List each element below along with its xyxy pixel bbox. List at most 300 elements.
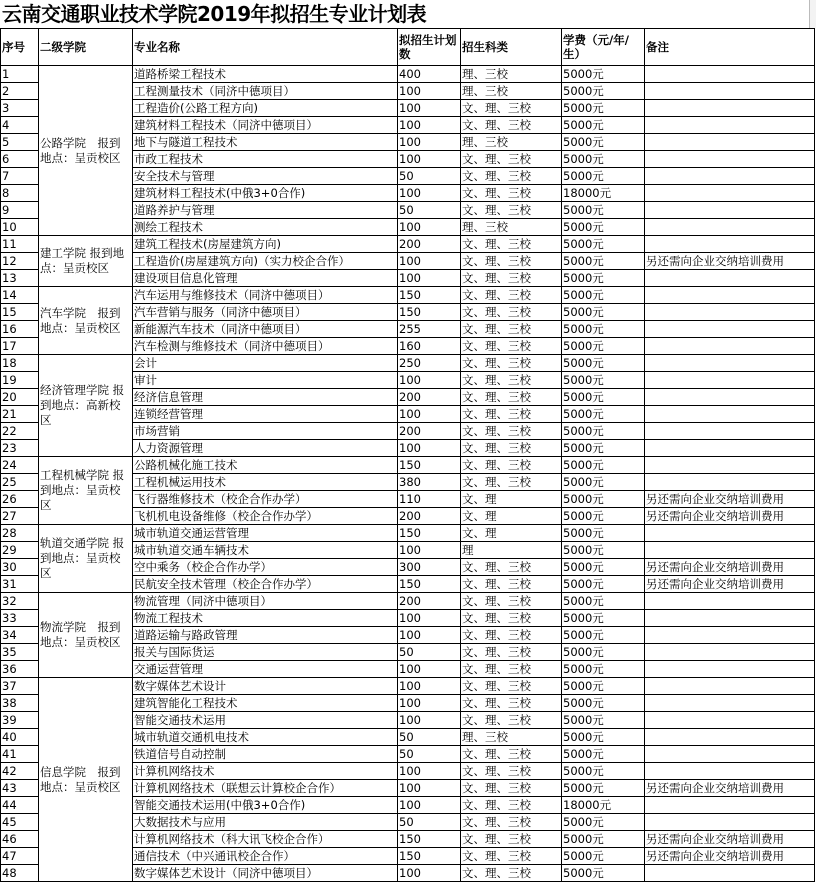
- enrollment-category: 文、理、三校: [461, 763, 562, 780]
- major-name: 空中乘务（校企合作办学）: [133, 559, 398, 576]
- enrollment-quota: 100: [398, 270, 461, 287]
- major-name: 公路机械化施工技术: [133, 457, 398, 474]
- enrollment-category: 文、理、三校: [461, 831, 562, 848]
- row-index: 3: [1, 100, 39, 117]
- major-name: 民航安全技术管理（校企合作办学）: [133, 576, 398, 593]
- major-name: 市场营销: [133, 423, 398, 440]
- remark: [645, 185, 815, 202]
- row-index: 26: [1, 491, 39, 508]
- table-row: [1, 525, 815, 542]
- remark: [645, 525, 815, 542]
- header-category: 招生科类: [461, 29, 562, 66]
- tuition-fee: 5000元: [562, 542, 645, 559]
- enrollment-quota: 200: [398, 593, 461, 610]
- enrollment-category: 文、理、三校: [461, 423, 562, 440]
- tuition-fee: 5000元: [562, 491, 645, 508]
- row-index: 28: [1, 525, 39, 542]
- enrollment-category: 文、理、三校: [461, 712, 562, 729]
- row-index: 4: [1, 117, 39, 134]
- major-name: 建筑材料工程技术（同济中德项目）: [133, 117, 398, 134]
- tuition-fee: 5000元: [562, 814, 645, 831]
- enrollment-category: 文、理、三校: [461, 661, 562, 678]
- tuition-fee: 5000元: [562, 865, 645, 882]
- major-name: 建筑智能化工程技术: [133, 695, 398, 712]
- row-index: 46: [1, 831, 39, 848]
- enrollment-quota: 100: [398, 253, 461, 270]
- enrollment-category: 文、理、三校: [461, 270, 562, 287]
- enrollment-category: 文、理、三校: [461, 321, 562, 338]
- row-index: 8: [1, 185, 39, 202]
- remark: [645, 270, 815, 287]
- header-index: 序号: [1, 29, 39, 66]
- enrollment-category: 文、理、三校: [461, 440, 562, 457]
- row-index: 7: [1, 168, 39, 185]
- row-index: 24: [1, 457, 39, 474]
- major-name: 工程测量技术（同济中德项目）: [133, 83, 398, 100]
- college-name: 物流学院 报到地点：呈贡校区: [39, 593, 133, 678]
- tuition-fee: 5000元: [562, 83, 645, 100]
- college-name: 轨道交通学院 报到地点：呈贡校区: [39, 525, 133, 593]
- major-name: 建筑材料工程技术(中俄3+0合作): [133, 185, 398, 202]
- tuition-fee: 5000元: [562, 321, 645, 338]
- enrollment-quota: 100: [398, 797, 461, 814]
- row-index: 41: [1, 746, 39, 763]
- remark: [645, 168, 815, 185]
- major-name: 物流管理（同济中德项目）: [133, 593, 398, 610]
- enrollment-quota: 100: [398, 134, 461, 151]
- major-name: 大数据技术与应用: [133, 814, 398, 831]
- enrollment-quota: 100: [398, 117, 461, 134]
- row-index: 22: [1, 423, 39, 440]
- remark: [645, 219, 815, 236]
- enrollment-category: 文、理、三校: [461, 797, 562, 814]
- remark: [645, 355, 815, 372]
- tuition-fee: 5000元: [562, 661, 645, 678]
- remark: [645, 814, 815, 831]
- major-name: 安全技术与管理: [133, 168, 398, 185]
- row-index: 9: [1, 202, 39, 219]
- enrollment-quota: 100: [398, 151, 461, 168]
- enrollment-category: 文、理、三校: [461, 457, 562, 474]
- enrollment-quota: 100: [398, 678, 461, 695]
- major-name: 道路运输与路政管理: [133, 627, 398, 644]
- tuition-fee: 5000元: [562, 287, 645, 304]
- enrollment-category: 文、理、三校: [461, 287, 562, 304]
- tuition-fee: 5000元: [562, 474, 645, 491]
- enrollment-category: 文、理、三校: [461, 644, 562, 661]
- enrollment-quota: 100: [398, 712, 461, 729]
- remark: 另还需向企业交纳培训费用: [645, 253, 815, 270]
- major-name: 计算机网络技术（联想云计算校企合作）: [133, 780, 398, 797]
- remark: 另还需向企业交纳培训费用: [645, 831, 815, 848]
- remark: [645, 746, 815, 763]
- enrollment-quota: 400: [398, 66, 461, 83]
- tuition-fee: 5000元: [562, 219, 645, 236]
- major-name: 智能交通技术运用(中俄3+0合作): [133, 797, 398, 814]
- tuition-fee: 5000元: [562, 117, 645, 134]
- row-index: 39: [1, 712, 39, 729]
- enrollment-quota: 255: [398, 321, 461, 338]
- row-index: 48: [1, 865, 39, 882]
- enrollment-category: 文、理、三校: [461, 355, 562, 372]
- enrollment-quota: 100: [398, 610, 461, 627]
- enrollment-quota: 100: [398, 219, 461, 236]
- tuition-fee: 5000元: [562, 168, 645, 185]
- remark: [645, 202, 815, 219]
- enrollment-quota: 150: [398, 831, 461, 848]
- plan-table-container: [0, 28, 815, 882]
- row-index: 42: [1, 763, 39, 780]
- remark: [645, 474, 815, 491]
- row-index: 18: [1, 355, 39, 372]
- enrollment-category: 文、理、三校: [461, 151, 562, 168]
- major-name: 经济信息管理: [133, 389, 398, 406]
- tuition-fee: 5000元: [562, 712, 645, 729]
- major-name: 计算机网络技术: [133, 763, 398, 780]
- remark: [645, 236, 815, 253]
- major-name: 连锁经营管理: [133, 406, 398, 423]
- remark: [645, 83, 815, 100]
- major-name: 道路桥梁工程技术: [133, 66, 398, 83]
- table-body: [1, 66, 815, 882]
- remark: [645, 644, 815, 661]
- remark: [645, 304, 815, 321]
- tuition-fee: 5000元: [562, 576, 645, 593]
- enrollment-category: 文、理: [461, 491, 562, 508]
- enrollment-category: 文、理、三校: [461, 678, 562, 695]
- enrollment-quota: 100: [398, 406, 461, 423]
- row-index: 20: [1, 389, 39, 406]
- enrollment-quota: 100: [398, 83, 461, 100]
- page-title: 云南交通职业技术学院2019年拟招生专业计划表: [2, 2, 427, 26]
- tuition-fee: 5000元: [562, 627, 645, 644]
- enrollment-quota: 100: [398, 542, 461, 559]
- table-row: [1, 457, 815, 474]
- remark: [645, 797, 815, 814]
- college-name: 建工学院 报到地点：呈贡校区: [39, 236, 133, 287]
- header-major: 专业名称: [133, 29, 398, 66]
- row-index: 40: [1, 729, 39, 746]
- enrollment-category: 文、理: [461, 525, 562, 542]
- remark: [645, 117, 815, 134]
- enrollment-quota: 300: [398, 559, 461, 576]
- enrollment-quota: 150: [398, 848, 461, 865]
- enrollment-category: 文、理、三校: [461, 610, 562, 627]
- major-name: 城市轨道交通机电技术: [133, 729, 398, 746]
- enrollment-quota: 100: [398, 627, 461, 644]
- enrollment-category: 文、理、三校: [461, 406, 562, 423]
- enrollment-category: 文、理、三校: [461, 780, 562, 797]
- tuition-fee: 5000元: [562, 729, 645, 746]
- table-row: [1, 236, 815, 253]
- row-index: 15: [1, 304, 39, 321]
- enrollment-category: 文、理、三校: [461, 168, 562, 185]
- header-remark: 备注: [645, 29, 815, 66]
- enrollment-quota: 50: [398, 202, 461, 219]
- row-index: 29: [1, 542, 39, 559]
- remark: [645, 763, 815, 780]
- remark: 另还需向企业交纳培训费用: [645, 576, 815, 593]
- enrollment-category: 文、理、三校: [461, 304, 562, 321]
- enrollment-category: 文、理、三校: [461, 593, 562, 610]
- row-index: 35: [1, 644, 39, 661]
- major-name: 地下与隧道工程技术: [133, 134, 398, 151]
- enrollment-quota: 100: [398, 100, 461, 117]
- major-name: 智能交通技术运用: [133, 712, 398, 729]
- major-name: 市政工程技术: [133, 151, 398, 168]
- enrollment-quota: 150: [398, 304, 461, 321]
- row-index: 16: [1, 321, 39, 338]
- row-index: 21: [1, 406, 39, 423]
- major-name: 建设项目信息化管理: [133, 270, 398, 287]
- tuition-fee: 5000元: [562, 355, 645, 372]
- tuition-fee: 5000元: [562, 389, 645, 406]
- enrollment-category: 文、理、三校: [461, 474, 562, 491]
- major-name: 人力资源管理: [133, 440, 398, 457]
- remark: [645, 134, 815, 151]
- enrollment-category: 文、理、三校: [461, 559, 562, 576]
- remark: [645, 151, 815, 168]
- header-row: [1, 29, 815, 66]
- remark: [645, 66, 815, 83]
- remark: 另还需向企业交纳培训费用: [645, 848, 815, 865]
- remark: [645, 457, 815, 474]
- major-name: 报关与国际货运: [133, 644, 398, 661]
- enrollment-category: 文、理、三校: [461, 338, 562, 355]
- enrollment-quota: 50: [398, 168, 461, 185]
- college-name: 工程机械学院 报到地点：呈贡校区: [39, 457, 133, 525]
- tuition-fee: 18000元: [562, 185, 645, 202]
- enrollment-category: 文、理、三校: [461, 848, 562, 865]
- row-index: 30: [1, 559, 39, 576]
- row-index: 6: [1, 151, 39, 168]
- tuition-fee: 5000元: [562, 304, 645, 321]
- tuition-fee: 5000元: [562, 508, 645, 525]
- row-index: 13: [1, 270, 39, 287]
- major-name: 城市轨道交通车辆技术: [133, 542, 398, 559]
- row-index: 33: [1, 610, 39, 627]
- row-index: 34: [1, 627, 39, 644]
- tuition-fee: 5000元: [562, 746, 645, 763]
- enrollment-quota: 100: [398, 780, 461, 797]
- major-name: 飞机机电设备维修（校企合作办学）: [133, 508, 398, 525]
- enrollment-category: 文、理、三校: [461, 814, 562, 831]
- enrollment-quota: 150: [398, 525, 461, 542]
- enrollment-category: 理: [461, 542, 562, 559]
- tuition-fee: 5000元: [562, 763, 645, 780]
- remark: [645, 593, 815, 610]
- row-index: 43: [1, 780, 39, 797]
- row-index: 38: [1, 695, 39, 712]
- major-name: 工程机械运用技术: [133, 474, 398, 491]
- enrollment-quota: 150: [398, 576, 461, 593]
- remark: [645, 542, 815, 559]
- enrollment-quota: 110: [398, 491, 461, 508]
- tuition-fee: 5000元: [562, 440, 645, 457]
- remark: [645, 100, 815, 117]
- enrollment-category: 文、理、三校: [461, 253, 562, 270]
- enrollment-quota: 100: [398, 372, 461, 389]
- table-row: [1, 355, 815, 372]
- enrollment-category: 文、理、三校: [461, 695, 562, 712]
- college-name: 汽车学院 报到地点：呈贡校区: [39, 287, 133, 355]
- remark: [645, 287, 815, 304]
- enrollment-category: 文、理、三校: [461, 100, 562, 117]
- remark: [645, 372, 815, 389]
- remark: 另还需向企业交纳培训费用: [645, 559, 815, 576]
- remark: [645, 695, 815, 712]
- remark: [645, 712, 815, 729]
- enrollment-category: 理、三校: [461, 219, 562, 236]
- major-name: 铁道信号自动控制: [133, 746, 398, 763]
- remark: [645, 389, 815, 406]
- table-row: [1, 287, 815, 304]
- enrollment-quota: 100: [398, 440, 461, 457]
- tuition-fee: 5000元: [562, 780, 645, 797]
- major-name: 工程造价(房屋建筑方向)（实力校企合作）: [133, 253, 398, 270]
- tuition-fee: 5000元: [562, 644, 645, 661]
- tuition-fee: 5000元: [562, 253, 645, 270]
- tuition-fee: 5000元: [562, 423, 645, 440]
- tuition-fee: 5000元: [562, 236, 645, 253]
- row-index: 47: [1, 848, 39, 865]
- remark: 另还需向企业交纳培训费用: [645, 491, 815, 508]
- tuition-fee: 5000元: [562, 848, 645, 865]
- row-index: 31: [1, 576, 39, 593]
- tuition-fee: 18000元: [562, 797, 645, 814]
- row-index: 32: [1, 593, 39, 610]
- enrollment-quota: 150: [398, 457, 461, 474]
- major-name: 计算机网络技术（科大讯飞校企合作）: [133, 831, 398, 848]
- major-name: 物流工程技术: [133, 610, 398, 627]
- tuition-fee: 5000元: [562, 406, 645, 423]
- table-row: [1, 66, 815, 83]
- enrollment-category: 文、理、三校: [461, 746, 562, 763]
- enrollment-quota: 160: [398, 338, 461, 355]
- major-name: 审计: [133, 372, 398, 389]
- tuition-fee: 5000元: [562, 457, 645, 474]
- enrollment-category: 文、理、三校: [461, 372, 562, 389]
- tuition-fee: 5000元: [562, 525, 645, 542]
- tuition-fee: 5000元: [562, 610, 645, 627]
- tuition-fee: 5000元: [562, 559, 645, 576]
- enrollment-category: 理、三校: [461, 83, 562, 100]
- enrollment-category: 文、理、三校: [461, 389, 562, 406]
- enrollment-category: 文、理: [461, 508, 562, 525]
- enrollment-quota: 250: [398, 355, 461, 372]
- major-name: 通信技术（中兴通讯校企合作）: [133, 848, 398, 865]
- tuition-fee: 5000元: [562, 372, 645, 389]
- enrollment-quota: 200: [398, 508, 461, 525]
- row-index: 25: [1, 474, 39, 491]
- header-tuition: 学费（元/年/生）: [562, 29, 645, 66]
- major-name: 建筑工程技术(房屋建筑方向): [133, 236, 398, 253]
- major-name: 测绘工程技术: [133, 219, 398, 236]
- major-name: 汽车检测与维修技术（同济中德项目）: [133, 338, 398, 355]
- major-name: 数字媒体艺术设计（同济中德项目）: [133, 865, 398, 882]
- major-name: 汽车营销与服务（同济中德项目）: [133, 304, 398, 321]
- remark: [645, 865, 815, 882]
- tuition-fee: 5000元: [562, 695, 645, 712]
- header-quota: 拟招生计划数: [398, 29, 461, 66]
- row-index: 2: [1, 83, 39, 100]
- tuition-fee: 5000元: [562, 678, 645, 695]
- enrollment-category: 理、三校: [461, 134, 562, 151]
- enrollment-quota: 200: [398, 236, 461, 253]
- table-row: [1, 678, 815, 695]
- row-index: 14: [1, 287, 39, 304]
- tuition-fee: 5000元: [562, 100, 645, 117]
- row-index: 10: [1, 219, 39, 236]
- remark: [645, 729, 815, 746]
- major-name: 汽车运用与维修技术（同济中德项目）: [133, 287, 398, 304]
- row-index: 5: [1, 134, 39, 151]
- remark: 另还需向企业交纳培训费用: [645, 780, 815, 797]
- major-name: 飞行器维修技术（校企合作办学）: [133, 491, 398, 508]
- college-name: 公路学院 报到地点：呈贡校区: [39, 66, 133, 236]
- college-name: 信息学院 报到地点：呈贡校区: [39, 678, 133, 882]
- major-name: 交通运营管理: [133, 661, 398, 678]
- row-index: 36: [1, 661, 39, 678]
- enrollment-category: 文、理、三校: [461, 202, 562, 219]
- tuition-fee: 5000元: [562, 202, 645, 219]
- enrollment-quota: 380: [398, 474, 461, 491]
- remark: [645, 661, 815, 678]
- row-index: 17: [1, 338, 39, 355]
- enrollment-category: 文、理、三校: [461, 117, 562, 134]
- major-name: 新能源汽车技术（同济中德项目）: [133, 321, 398, 338]
- remark: [645, 321, 815, 338]
- enrollment-quota: 100: [398, 661, 461, 678]
- row-index: 27: [1, 508, 39, 525]
- enrollment-category: 文、理、三校: [461, 576, 562, 593]
- remark: [645, 423, 815, 440]
- major-name: 道路养护与管理: [133, 202, 398, 219]
- remark: [645, 627, 815, 644]
- enrollment-plan-table: [0, 28, 815, 882]
- remark: 另还需向企业交纳培训费用: [645, 508, 815, 525]
- tuition-fee: 5000元: [562, 831, 645, 848]
- enrollment-quota: 100: [398, 695, 461, 712]
- remark: [645, 678, 815, 695]
- row-index: 12: [1, 253, 39, 270]
- tuition-fee: 5000元: [562, 270, 645, 287]
- enrollment-category: 理、三校: [461, 66, 562, 83]
- remark: [645, 610, 815, 627]
- enrollment-quota: 50: [398, 644, 461, 661]
- enrollment-quota: 100: [398, 865, 461, 882]
- major-name: 城市轨道交通运营管理: [133, 525, 398, 542]
- major-name: 会计: [133, 355, 398, 372]
- row-index: 23: [1, 440, 39, 457]
- enrollment-category: 文、理、三校: [461, 627, 562, 644]
- enrollment-category: 文、理、三校: [461, 185, 562, 202]
- enrollment-quota: 100: [398, 185, 461, 202]
- tuition-fee: 5000元: [562, 134, 645, 151]
- major-name: 工程造价(公路工程方向): [133, 100, 398, 117]
- row-index: 1: [1, 66, 39, 83]
- remark: [645, 338, 815, 355]
- enrollment-quota: 200: [398, 389, 461, 406]
- tuition-fee: 5000元: [562, 593, 645, 610]
- college-name: 经济管理学院 报到地点：高新校区: [39, 355, 133, 457]
- row-index: 45: [1, 814, 39, 831]
- row-index: 11: [1, 236, 39, 253]
- enrollment-quota: 150: [398, 287, 461, 304]
- enrollment-quota: 50: [398, 746, 461, 763]
- header-college: 二级学院: [39, 29, 133, 66]
- tuition-fee: 5000元: [562, 338, 645, 355]
